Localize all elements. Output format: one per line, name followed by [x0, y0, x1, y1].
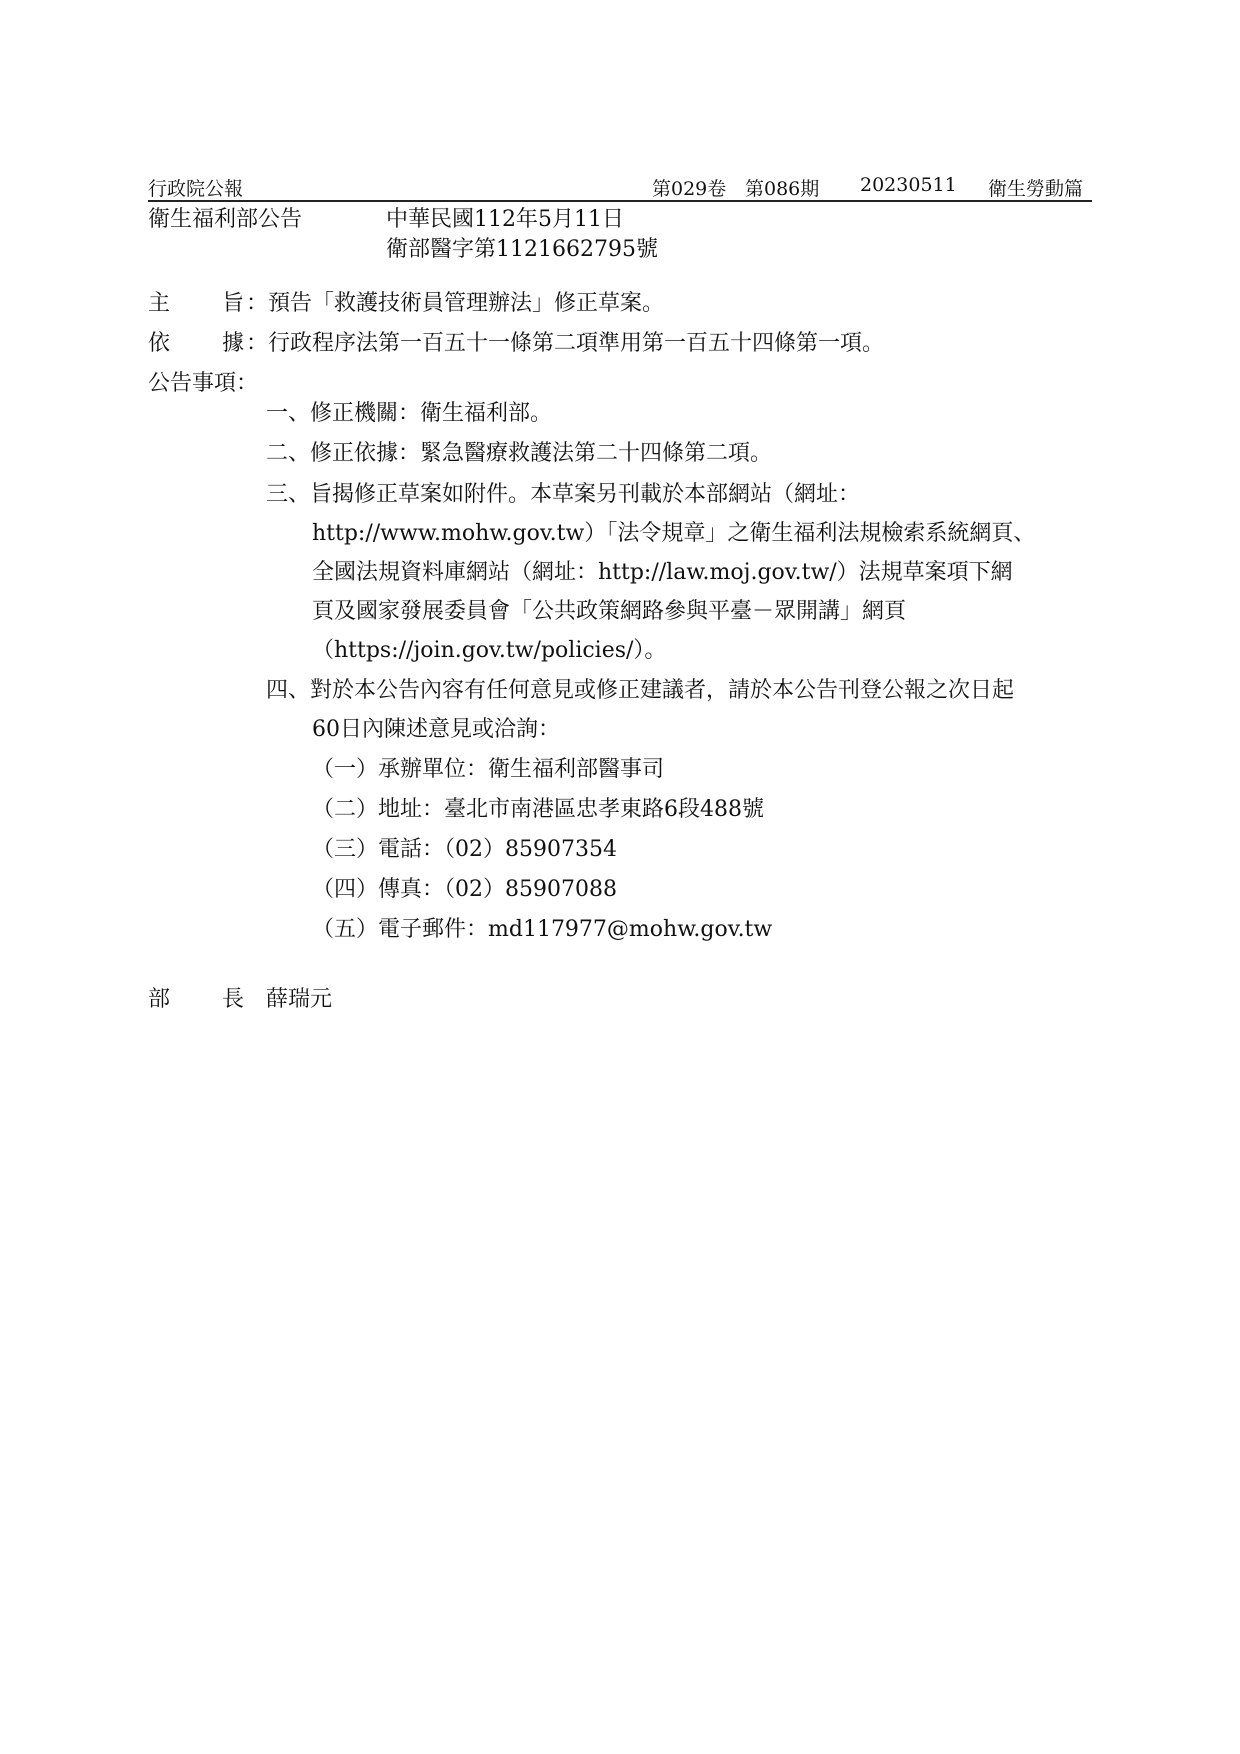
signature-name: 薛瑞元 — [266, 987, 333, 1012]
note-item-4-cont: 60日內陳述意見或洽詢： — [312, 717, 560, 742]
subject-colon: ： — [246, 291, 269, 316]
contact-address: （二）地址：臺北市南港區忠孝東路6段488號 — [312, 797, 764, 822]
subject-label-b: 旨 — [222, 291, 245, 316]
signature-title-b: 長 — [222, 987, 245, 1012]
note-item-3-cont-2: 全國法規資料庫網站（網址：http://law.moj.gov.tw/）法規草案項下網 — [312, 560, 1013, 585]
announcement-date: 中華民國112年5月11日 — [386, 207, 624, 232]
issuer: 衛生福利部公告 — [148, 207, 303, 232]
publication-title: 行政院公報 — [148, 178, 244, 200]
contact-unit: （一）承辦單位：衛生福利部醫事司 — [312, 757, 665, 782]
notes-label: 公告事項： — [148, 371, 259, 396]
basis-label-b: 據 — [222, 331, 245, 356]
note-item-3: 三、旨揭修正草案如附件。本草案另刊載於本部網站（網址： — [266, 482, 861, 507]
contact-fax: （四）傳真：（02）85907088 — [312, 877, 617, 902]
signature-title-a: 部 — [148, 987, 171, 1012]
note-item-1: 一、修正機關：衛生福利部。 — [266, 401, 553, 426]
section-name: 衛生勞動篇 — [988, 178, 1084, 200]
note-item-4: 四、對於本公告內容有任何意見或修正建議者，請於本公告刊登公報之次日起 — [266, 678, 1015, 703]
subject-label-a: 主 — [148, 291, 171, 316]
issue-number: 第086期 — [745, 178, 820, 200]
basis-text: 行政程序法第一百五十一條第二項準用第一百五十四條第一項。 — [268, 331, 885, 356]
volume-number: 第029卷 — [652, 178, 727, 200]
note-item-3-cont-1: http://www.mohw.gov.tw）「法令規章」之衛生福利法規檢索系統網頁、 — [312, 521, 1036, 546]
contact-email: （五）電子郵件：md117977@mohw.gov.tw — [312, 917, 773, 942]
subject-text: 預告「救護技術員管理辦法」修正草案。 — [268, 291, 665, 316]
basis-label-a: 依 — [148, 331, 171, 356]
document-number: 衛部醫字第1121662795號 — [386, 237, 658, 262]
basis-colon: ： — [246, 331, 269, 356]
note-item-3-cont-4: （https://join.gov.tw/policies/）。 — [312, 638, 667, 663]
note-item-2: 二、修正依據：緊急醫療救護法第二十四條第二項。 — [266, 441, 773, 466]
header-rule — [148, 200, 1092, 202]
contact-phone: （三）電話：（02）85907354 — [312, 837, 617, 862]
issue-date: 20230511 — [860, 174, 957, 196]
note-item-3-cont-3: 頁及國家發展委員會「公共政策網路參與平臺－眾開講」網頁 — [312, 599, 907, 624]
